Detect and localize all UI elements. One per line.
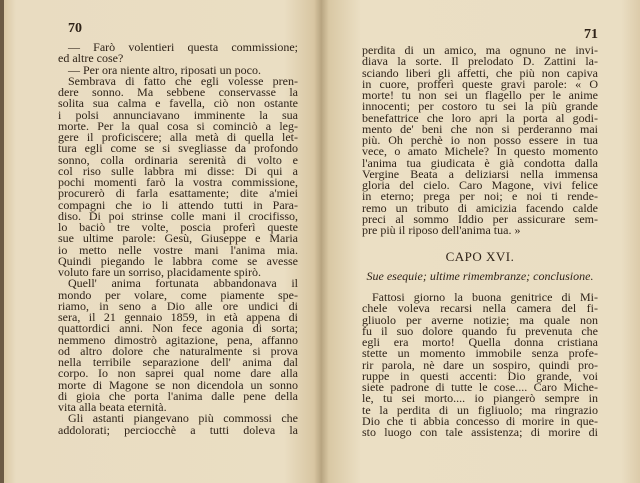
text-line: procurerò di farla esattamente; dite a'miei [58,186,298,201]
text-line: addolorati; perciocchè a tutti doleva la [58,422,298,437]
right-page [321,0,640,483]
text-line: egli era morto! Quella donna cristiana [362,335,598,349]
text-line: morte. Per la qual cosa si cominciò a leg- [58,118,298,133]
left-page-text [58,42,298,436]
text-line: remo un tributo di amicizia facendo calde [362,200,598,215]
right-page-text [362,45,598,236]
text-line: dere sonno. Ma sebbene conservasse la [58,85,298,99]
chapter-subtitle: Sue esequie; ultime rimembranze; conclusione. [366,269,594,283]
text-line: od altro dolore che naturalmente si prova [58,343,298,358]
text-line: — Per ora niente altro, riposati un poco. [68,62,261,77]
text-line: siete padrone di tutte le cose.... Caro Miche- [362,380,598,394]
text-line: Dio che ti abbia concesso di morire in que- [362,413,598,428]
text-line: fu il suo dolore quando fu prevenuta che [362,323,598,338]
text-line: Quindi piegando le labbra come se avesse [58,253,298,268]
text-line: sciando liberi gli affetti, che più non capiva [362,65,598,80]
text-line: innocenti; per costoro tu sei la più grande [362,99,598,114]
text-line: i polsi annunciavano imminente la sua [58,107,298,122]
text-line: Fattosi giorno la buona genitrice di Mi- [372,290,598,304]
text-line: gliuolo per averne notizie; ma quale non [362,312,598,327]
text-line: sera, il 21 gennaio 1859, in età appena di [58,310,298,324]
text-line: tura egli come se si svegliasse da profondo [58,141,298,156]
text-line: pre più il riposo dell'anima tua. » [362,223,521,237]
text-line: gere il proficiscere; alla metà di quella let- [58,130,298,144]
text-line: mento de' beni che non si perderanno mai [362,121,598,136]
text-line: Quell' anima fortunata abbandonava il [68,276,298,291]
chapter-text [362,292,598,438]
text-line: compagni che io li attendo tutti in Para- [58,197,298,212]
text-line: nemmeno dimostrò agitazione, pena, affanno [58,332,298,347]
text-line: rir parola, nè dare un sospiro, quindi pro- [362,357,598,372]
text-line: pochi momenti farò la vostra commissione, [58,175,298,189]
text-line: ruppe in questi accenti: Dio grande, voi [362,368,598,383]
text-line: solita sua calma e favella, ciò non ostante [58,96,298,111]
text-line: Sembrava di fatto che egli volesse pren- [68,73,298,88]
text-line: lo baciò tre volte, poscia proferì queste [58,220,298,234]
text-line: Vergine Beata a deliziarsi nella immensa [362,166,598,181]
text-line: più. Oh perchè io non posso essere in tua [362,133,598,147]
text-line: nella terribile separazione dell' anima dal [58,355,298,369]
text-line: in cuore, profferì queste gravi parole: « O [362,76,598,91]
text-line: in eterno; prega per noi; e noi ti rende- [362,189,598,204]
text-line: corpo. Io non saprei qual nome dare alla [58,366,298,381]
text-line: benefattrice che loro apri la porta al godi- [362,110,598,125]
text-line: vita alla beata eternità. [58,400,167,414]
text-line: l'anima tua giudicata è già condotta dalla [362,155,598,170]
text-line: voluto fare un sorriso, placidamente spirò. [58,265,261,279]
text-line: perdita di un amico, ma ognuno ne invi- [362,43,598,57]
text-line: — Farò volentieri questa commissione; [68,40,298,54]
text-line: col riso sulle labbra mi disse: Di qui a [58,163,298,178]
text-line: gloria del cielo. Caro Magone, vivi felice [362,178,598,192]
page-number: 71 [584,27,598,42]
text-line: diava la sorte. Il prelodato D. Zattini la- [362,54,598,69]
text-line: diso. Di poi strinse colle mani il crocifisso, [58,208,298,223]
text-line: sto luogo con tale assistenza; di morire di [362,425,598,439]
text-line: te la perdita di un figliuolo; ma ringrazio [362,402,598,417]
text-line: sonno, colla ordinaria serenità di volto e [58,152,298,167]
chapter-title: CAPO XVI. [445,249,515,264]
page-number: 70 [68,21,82,36]
text-line: quattordici anni. Non fece agonia di sorta; [58,321,298,336]
text-line: mondo per volare, come piamente spe- [58,287,298,302]
text-line: Gli astanti piangevano più commossi che [68,411,298,426]
text-line: chele voleva recarsi nella camera del fi- [362,301,598,316]
text-line: io metto nelle vostre mani l'anima mia. [58,242,298,257]
text-line: vece, o amato Michele? In questo momento [362,144,598,159]
text-line: preci al sommo Iddio per assicurare sem- [362,211,598,226]
text-line: stette un momento immobile senza profe- [362,346,598,361]
text-line: di gioia che porta l'anima dalle pene della [58,388,298,403]
text-line: le, tu sei morto.... io piangerò sempre in [362,391,598,406]
text-line: morte di Magone se non dicendola un sonno [58,377,298,392]
left-page [4,0,321,483]
text-line: sue ultime parole: Gesù, Giuseppe e Maria [58,231,298,246]
text-line: ed altre cose? [58,51,124,66]
text-line: riamo, in seno a Dio alle ore undici di [58,298,298,313]
text-line: morte! tu non sei un flagello per le anime [362,88,598,102]
